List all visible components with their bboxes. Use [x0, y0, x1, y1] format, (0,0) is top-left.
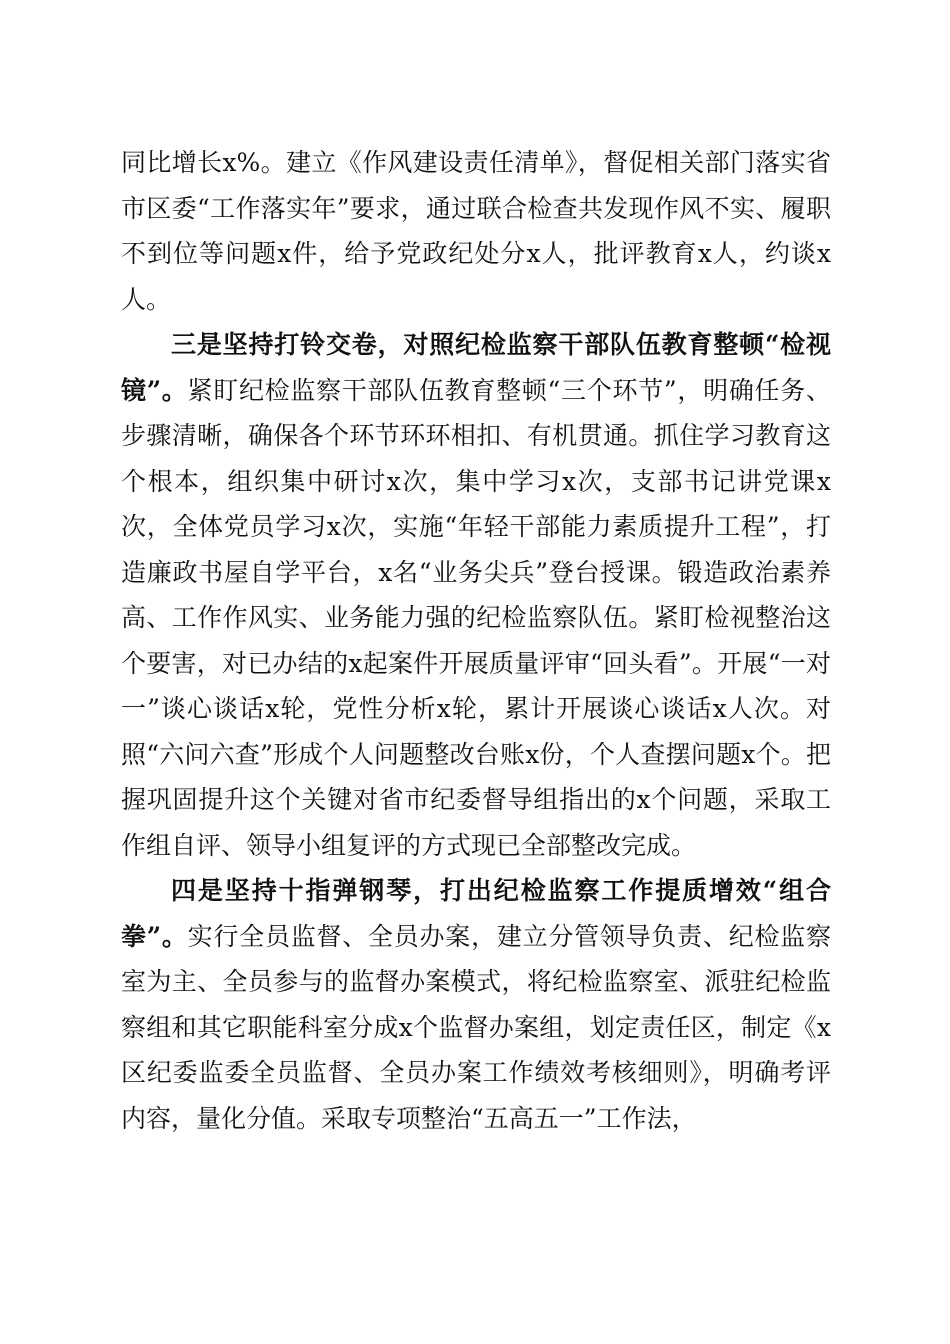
paragraph-continued [121, 140, 831, 322]
paragraph-text: 同比增长x%。建立《作风建设责任清单》，督促相关部门落实省市区委“工作落实年”要求，通过联合检查共发现作风不实、履职不到位等问题x件，给予党政纪处分x人，批评教育x人，约谈x人。 [121, 148, 831, 314]
document-body [121, 140, 831, 1141]
paragraph-item-four [121, 868, 831, 1141]
paragraph-text: 实行全员监督、全员办案，建立分管领导负责、纪检监察室为主、全员参与的监督办案模式，将纪检监察室、派驻纪检监察组和其它职能科室分成x个监督办案组，划定责任区，制定《x区纪委监委全员监督、全员办案工作绩效考核细则》，明确考评内容，量化分值。采取专项整治“五高五一”工作法， [121, 921, 831, 1133]
paragraph-heading: 三是坚持打铃交卷，对照纪检监察干部队伍教育整顿“检视镜”。 [121, 330, 831, 405]
paragraph-heading: 四是坚持十指弹钢琴，打出纪检监察工作提质增效“组合拳”。 [121, 876, 831, 951]
paragraph-item-three [121, 322, 831, 868]
paragraph-text: 紧盯纪检监察干部队伍教育整顿“三个环节”，明确任务、步骤清晰，确保各个环节环环相扣、有机贯通。抓住学习教育这个根本，组织集中研讨x次，集中学习x次，支部书记讲党课x次，全体党员学习x次，实施“年轻干部能力素质提升工程”，打造廉政书屋自学平台，x名“业务尖兵”登台授课。锻造政治素养高、工作作风实、业务能力强的纪检监察队伍。紧盯检视整治这个要害，对已办结的x起案件开展质量评审“回头看”。开展“一对一”谈心谈话x轮，党性分析x轮，累计开展谈心谈话x人次。对照“六问六查”形成个人问题整改台账x份，个人查摆问题x个。把握巩固提升这个关键对省市纪委督导组指出的x个问题，采取工作组自评、领导小组复评的方式现已全部整改完成。 [121, 375, 831, 860]
